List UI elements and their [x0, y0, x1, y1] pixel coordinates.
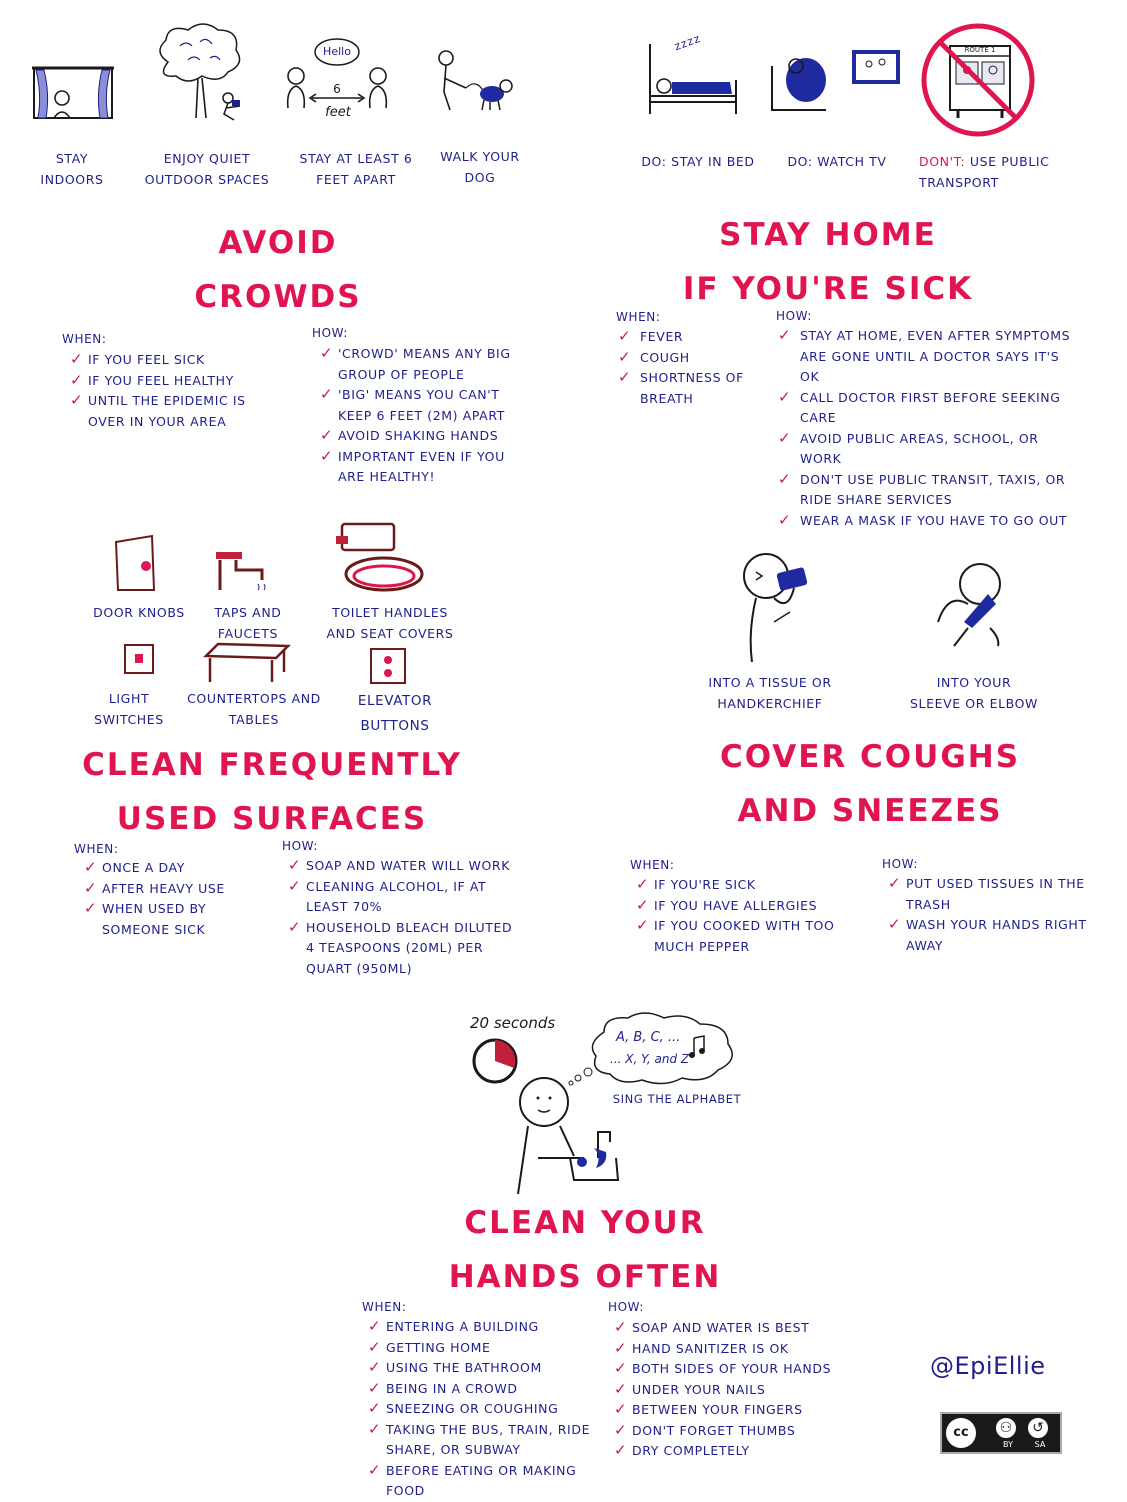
home-when-list: [620, 327, 760, 409]
list-item: ✓ HOUSEHOLD BLEACH DILUTED 4 TEASPOONS (20ML) PER QUART (950ML): [290, 918, 520, 980]
caption-into-sleeve: INTO YOUR SLEEVE OR ELBOW: [909, 675, 1039, 711]
door-knob-icon: [112, 534, 162, 592]
list-item: ✓ IF YOU HAVE ALLERGIES: [638, 896, 878, 917]
caption-outdoor-spaces: ENJOY QUIET OUTDOOR SPACES: [144, 151, 270, 187]
list-item: ✓ SNEEZING OR COUGHING: [370, 1399, 610, 1420]
list-item: ✓ AFTER HEAVY USE: [86, 879, 236, 900]
dog-walk-illustration: [436, 48, 520, 114]
list-item: ✓ UNTIL THE EPIDEMIC IS OVER IN YOUR AREA: [72, 391, 282, 432]
crowds-when-list: [72, 350, 282, 432]
tree-illustration: [148, 22, 248, 122]
caption-light-switches: LIGHT SWITCHES: [94, 691, 164, 727]
toilet-icon: [334, 520, 426, 596]
list-item: ✓ WHEN USED BY SOMEONE SICK: [86, 899, 236, 940]
list-item: ✓ IF YOU COOKED WITH TOO MUCH PEPPER: [638, 916, 878, 957]
tissue-sneeze-illustration: [738, 552, 820, 664]
distance-number: 6: [333, 82, 341, 96]
caption-door-knobs: DOOR KNOBS: [93, 605, 185, 620]
elevator-buttons-icon: [368, 646, 408, 686]
list-item: ✓ STAY AT HOME, EVEN AFTER SYMPTOMS ARE GONE UNTIL A DOCTOR SAYS IT'S OK: [780, 326, 1080, 388]
timer-clock-icon: [470, 1036, 520, 1086]
dont-prefix: DON'T:: [919, 154, 966, 169]
hands-when-list: [370, 1317, 610, 1502]
list-item: ✓ 'CROWD' MEANS ANY BIG GROUP OF PEOPLE: [322, 344, 536, 385]
list-item: ✓ WEAR A MASK IF YOU HAVE TO GO OUT: [780, 511, 1080, 532]
list-item: ✓ UNDER YOUR NAILS: [616, 1380, 846, 1401]
list-item: ✓ BOTH SIDES OF YOUR HANDS: [616, 1359, 846, 1380]
home-how-list: [780, 326, 1080, 531]
coughs-when-list: [638, 875, 878, 957]
caption-countertops: COUNTERTOPS AND TABLES: [187, 691, 321, 727]
list-item: ✓ IF YOU FEEL SICK: [72, 350, 282, 371]
coughs-how-label: HOW:: [882, 857, 919, 871]
caption-feet-apart: STAY AT LEAST 6 FEET APART: [299, 151, 413, 187]
clean-hands-title: CLEAN YOUR HANDS OFTEN: [448, 1205, 722, 1295]
crowds-how-label: HOW:: [312, 326, 349, 340]
hands-how-label: HOW:: [608, 1300, 645, 1314]
caption-elevator-buttons: ELEVATOR BUTTONS: [357, 693, 433, 734]
license-sa-label: SA: [1034, 1440, 1046, 1449]
hands-when-label: WHEN:: [362, 1300, 407, 1314]
elbow-sneeze-illustration: [928, 562, 1018, 648]
list-item: ✓ BETWEEN YOUR FINGERS: [616, 1400, 846, 1421]
list-item: ✓ SOAP AND WATER IS BEST: [616, 1318, 846, 1339]
caption-toilet-handles: TOILET HANDLES AND SEAT COVERS: [326, 605, 454, 641]
list-item: ✓ AVOID SHAKING HANDS: [322, 426, 536, 447]
sa-sharealike-icon: ↺: [1026, 1416, 1050, 1440]
crowds-how-list: [322, 344, 536, 488]
coughs-when-label: WHEN:: [630, 858, 675, 872]
caption-stay-in-bed: DO: STAY IN BED: [641, 154, 755, 169]
list-item: ✓ 'BIG' MEANS YOU CAN'T KEEP 6 FEET (2M) APART: [322, 385, 536, 426]
surfaces-how-list: [290, 856, 520, 979]
list-item: ✓ COUGH: [620, 348, 760, 369]
thought-line-2: ... X, Y, and Z: [610, 1052, 690, 1066]
caption-taps-faucets: TAPS AND FAUCETS: [214, 605, 282, 641]
sleep-zzz: zzzz: [672, 31, 703, 54]
window-illustration: [32, 64, 114, 120]
list-item: ✓ PUT USED TISSUES IN THE TRASH: [890, 874, 1122, 915]
list-item: ✓ IF YOU FEEL HEALTHY: [72, 371, 282, 392]
home-how-label: HOW:: [776, 309, 813, 323]
list-item: ✓ WASH YOUR HANDS RIGHT AWAY: [890, 915, 1122, 956]
list-item: ✓ BEFORE EATING OR MAKING FOOD: [370, 1461, 610, 1502]
timer-label: 20 seconds: [470, 1014, 556, 1032]
hand-washing-illustration: [514, 1076, 624, 1196]
caption-watch-tv: DO: WATCH TV: [787, 154, 887, 169]
no-bus-illustration: [920, 22, 1036, 138]
author-handle: @EpiEllie: [930, 1352, 1046, 1380]
surfaces-when-label: WHEN:: [74, 842, 119, 856]
surfaces-when-list: [86, 858, 236, 940]
hello-bubble-text: Hello: [323, 45, 351, 58]
list-item: ✓ BEING IN A CROWD: [370, 1379, 610, 1400]
home-when-label: WHEN:: [616, 310, 661, 324]
list-item: ✓ ENTERING A BUILDING: [370, 1317, 610, 1338]
cc-icon: cc: [946, 1418, 976, 1448]
clean-surfaces-title: CLEAN FREQUENTLY USED SURFACES: [82, 747, 462, 837]
list-item: ✓ TAKING THE BUS, TRAIN, RIDE SHARE, OR SUBWAY: [370, 1420, 610, 1461]
hands-how-list: [616, 1318, 846, 1462]
list-item: ✓ GETTING HOME: [370, 1338, 610, 1359]
cover-coughs-title: COVER COUGHS AND SNEEZES: [719, 739, 1021, 829]
bus-route-sign: ROUTE 1: [964, 46, 996, 54]
list-item: ✓ CALL DOCTOR FIRST BEFORE SEEKING CARE: [780, 388, 1080, 429]
caption-stay-indoors: STAY INDOORS: [40, 151, 104, 187]
crowds-when-label: WHEN:: [62, 332, 107, 346]
table-icon: [204, 642, 290, 684]
surfaces-how-label: HOW:: [282, 839, 319, 853]
light-switch-icon: [122, 642, 156, 676]
list-item: ✓ CLEANING ALCOHOL, IF AT LEAST 70%: [290, 877, 520, 918]
list-item: ✓ FEVER: [620, 327, 760, 348]
caption-sing-alphabet: SING THE ALPHABET: [612, 1092, 742, 1106]
list-item: ✓ DON'T FORGET THUMBS: [616, 1421, 846, 1442]
caption-into-tissue: INTO A TISSUE OR HANDKERCHIEF: [708, 675, 832, 711]
distance-unit: feet: [325, 105, 351, 120]
tv-watching-illustration: [768, 46, 904, 116]
list-item: ✓ SOAP AND WATER WILL WORK: [290, 856, 520, 877]
by-attribution-icon: ⚇: [994, 1416, 1018, 1440]
cc-license-badge: [940, 1412, 1062, 1454]
list-item: ✓ IMPORTANT EVEN IF YOU ARE HEALTHY!: [322, 447, 536, 488]
list-item: ✓ DRY COMPLETELY: [616, 1441, 846, 1462]
caption-walk-dog: WALK YOUR DOG: [440, 149, 520, 185]
list-item: ✓ HAND SANITIZER IS OK: [616, 1339, 846, 1360]
thought-line-1: A, B, C, ...: [616, 1030, 681, 1045]
bed-illustration: [646, 40, 740, 116]
list-item: ✓ AVOID PUBLIC AREAS, SCHOOL, OR WORK: [780, 429, 1080, 470]
list-item: ✓ ONCE A DAY: [86, 858, 236, 879]
caption-dont-public-transport: [919, 151, 1079, 193]
coughs-how-list: [890, 874, 1122, 956]
list-item: ✓ IF YOU'RE SICK: [638, 875, 878, 896]
list-item: ✓ SHORTNESS OF BREATH: [620, 368, 760, 409]
faucet-icon: [212, 550, 274, 594]
list-item: ✓ USING THE BATHROOM: [370, 1358, 610, 1379]
dont-rest: USE PUBLIC TRANSPORT: [919, 154, 1050, 190]
license-by-label: BY: [1003, 1440, 1013, 1449]
list-item: ✓ DON'T USE PUBLIC TRANSIT, TAXIS, OR RIDE SHARE SERVICES: [780, 470, 1080, 511]
avoid-crowds-title: AVOID CROWDS: [194, 225, 362, 315]
stay-home-title: STAY HOME IF YOU'RE SICK: [682, 217, 974, 307]
